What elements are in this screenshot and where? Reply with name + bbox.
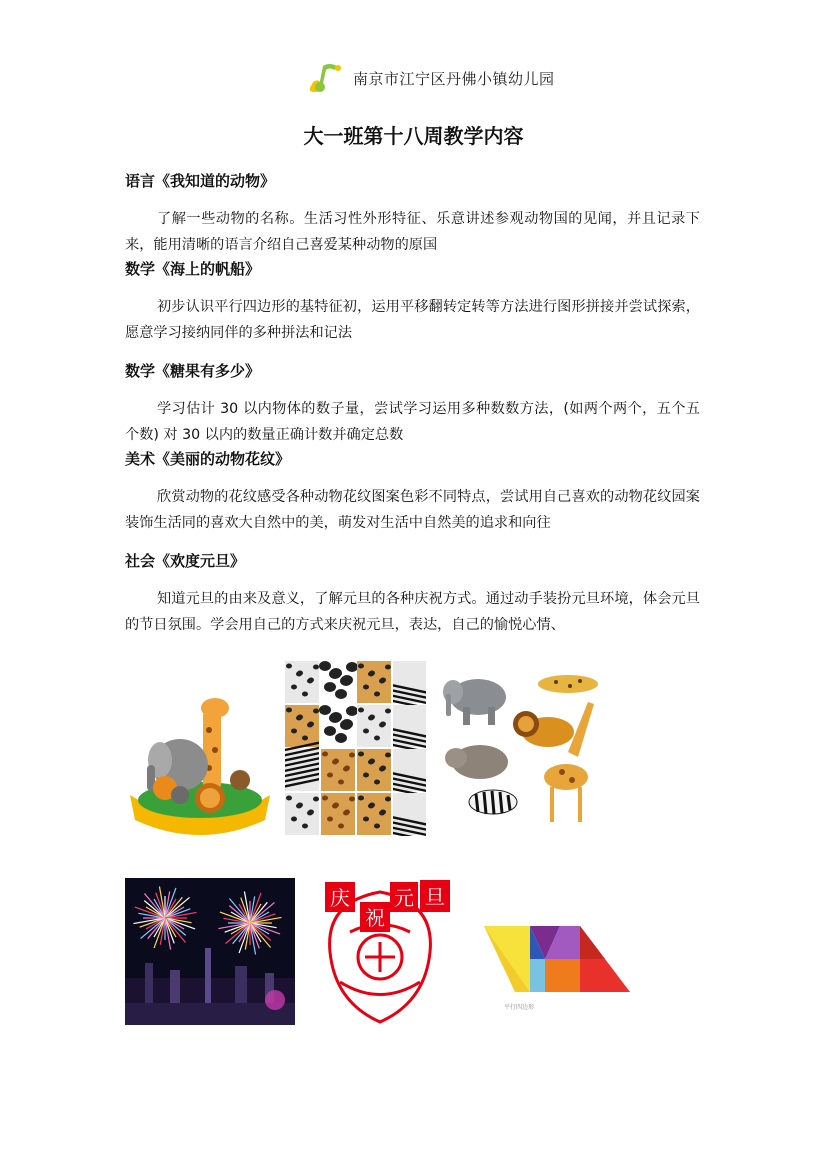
fireworks-image — [125, 878, 295, 1025]
section-body-society: 知道元旦的由来及意义，了解元旦的各种庆祝方式。通过动手装扮元旦环境，体会元旦的节日氛围。学会用自己的方式来庆祝元旦，表达，自己的愉悦心情、 — [125, 591, 700, 633]
papercut-new-year-image — [305, 872, 455, 1027]
tangram-parallelogram-image — [480, 924, 632, 1012]
school-header — [305, 62, 555, 94]
cartoon-animals-image — [125, 690, 275, 840]
page-title: 大一班第十八周教学内容 — [303, 124, 524, 148]
section-body-language: 了解一些动物的名称。生活习性外形特征、乐意讲述参观动物国的见闻，并且记录下来，能用清晰的语言介绍自己喜爱某种动物的原国 — [125, 211, 700, 253]
tangram-caption: 平行四边形 — [504, 1004, 535, 1011]
school-logo-icon — [305, 62, 345, 94]
section-heading-society: 社会《欢度元旦》 — [125, 552, 246, 570]
papercut-char-1: 庆 — [330, 886, 350, 910]
papercut-char-3: 元 — [394, 886, 414, 910]
papercut-char-2: 祝 — [365, 906, 385, 930]
section-heading-math-sailboat: 数学《海上的帆船》 — [125, 260, 261, 278]
section-body-math-sailboat: 初步认识平行四边形的基特征初，运用平移翻转定转等方法进行图形拼接并尝试探索，愿意学习接纳同伴的多种拼法和记法 — [125, 299, 700, 341]
section-body-math-candy: 学习估计 30 以内物体的数子量，尝试学习运用多种数数方法，(如两个两个，五个五个数) 对 30 以内的数量正确计数并确定总数 — [125, 401, 700, 443]
school-name: 南京市江宁区丹佛小镇幼儿园 — [353, 69, 555, 88]
section-heading-math-candy: 数学《糖果有多少》 — [125, 362, 261, 380]
section-heading-language: 语言《我知道的动物》 — [125, 172, 276, 190]
wild-animals-image — [438, 662, 608, 834]
papercut-char-4: 旦 — [425, 885, 445, 909]
section-heading-art: 美术《美丽的动物花纹》 — [125, 450, 291, 468]
section-body-art: 欣赏动物的花纹感受各种动物花纹图案色彩不同特点，尝试用自己喜欢的动物花纹园案装饰生活同的喜欢大自然中的美，萌发对生活中自然美的追求和向往 — [125, 489, 700, 531]
animal-pattern-grid-image — [284, 660, 426, 836]
